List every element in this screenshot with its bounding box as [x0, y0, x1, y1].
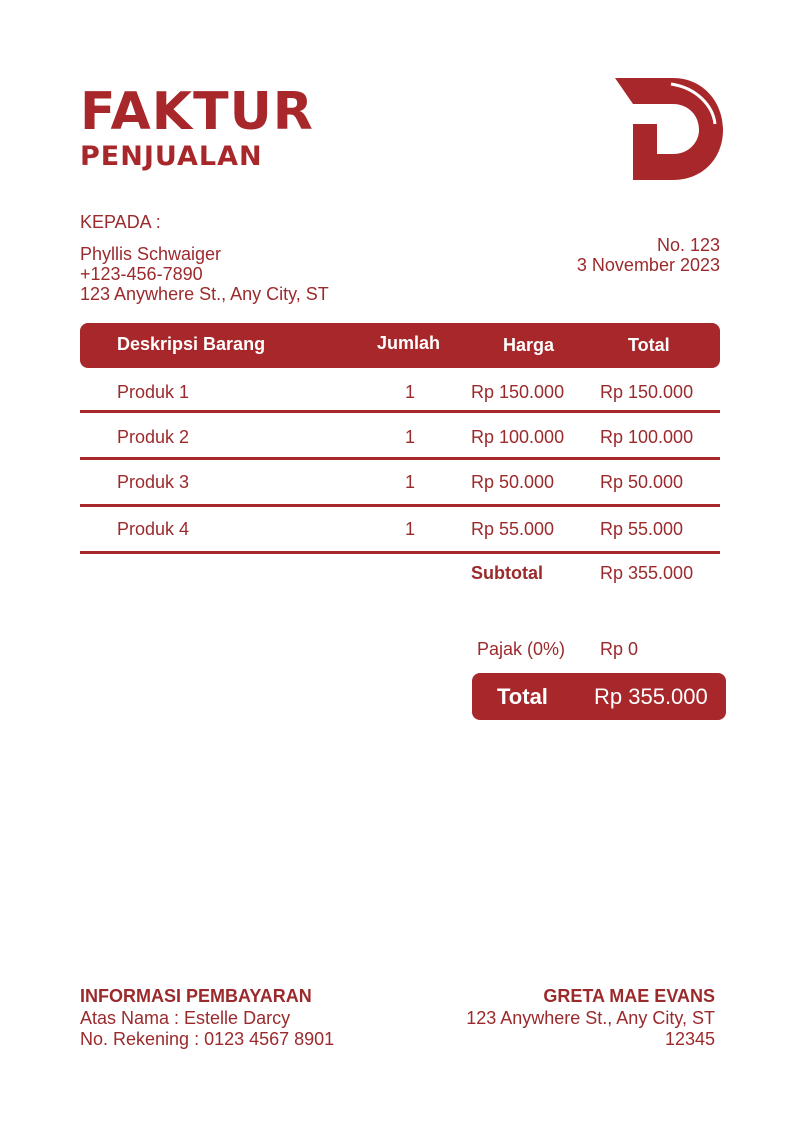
subtotal-value: Rp 355.000 — [600, 563, 694, 583]
row-quantity: 1 — [405, 382, 416, 402]
payment-heading: INFORMASI PEMBAYARAN — [80, 986, 312, 1006]
total-value: Rp 355.000 — [594, 684, 708, 709]
table-row — [80, 459, 720, 504]
table-row — [80, 369, 720, 414]
payment-account-name: Atas Nama : Estelle Darcy — [80, 1008, 291, 1028]
invoice-subtitle: PENJUALAN — [80, 141, 263, 172]
row-divider — [80, 551, 720, 554]
seller-address-line1: 123 Anywhere St., Any City, ST — [466, 1008, 715, 1028]
subtotal-label: Subtotal — [471, 563, 543, 583]
header-price: Harga — [503, 335, 555, 355]
row-total: Rp 50.000 — [600, 472, 684, 492]
row-quantity: 1 — [405, 427, 416, 447]
seller-address-line2: 12345 — [664, 1029, 715, 1049]
table-row — [80, 414, 720, 459]
payment-account-number: No. Rekening : 0123 4567 8901 — [80, 1029, 335, 1049]
row-divider — [80, 410, 720, 413]
row-quantity: 1 — [405, 519, 416, 539]
row-total: Rp 55.000 — [600, 519, 684, 539]
row-price: Rp 100.000 — [471, 427, 565, 447]
letter-d-logo-icon — [615, 78, 723, 180]
total-label: Total — [497, 684, 548, 709]
tax-value: Rp 0 — [600, 639, 639, 659]
invoice-reference — [577, 235, 720, 275]
table-header — [80, 323, 720, 368]
invoice-date: 3 November 2023 — [576, 255, 720, 275]
row-description: Produk 3 — [117, 472, 190, 492]
row-price: Rp 150.000 — [471, 382, 565, 402]
row-quantity: 1 — [405, 472, 416, 492]
row-description: Produk 1 — [117, 382, 190, 402]
row-description: Produk 4 — [117, 519, 190, 539]
row-total: Rp 150.000 — [600, 382, 694, 402]
row-price: Rp 50.000 — [471, 472, 555, 492]
invoice-title: FAKTUR — [80, 82, 314, 142]
row-total: Rp 100.000 — [600, 427, 694, 447]
recipient-label: KEPADA : — [80, 212, 161, 232]
row-price: Rp 55.000 — [471, 519, 555, 539]
recipient-block — [80, 212, 329, 304]
row-description: Produk 2 — [117, 427, 190, 447]
recipient-phone: +123-456-7890 — [80, 264, 203, 284]
seller-name: GRETA MAE EVANS — [543, 986, 715, 1006]
payment-info — [80, 986, 334, 1050]
header-quantity: Jumlah — [377, 333, 441, 353]
recipient-name: Phyllis Schwaiger — [80, 244, 222, 264]
recipient-address: 123 Anywhere St., Any City, ST — [80, 284, 329, 304]
seller-info — [466, 986, 715, 1050]
header-description: Deskripsi Barang — [117, 334, 266, 354]
grand-total-box — [472, 673, 726, 720]
invoice-number: No. 123 — [656, 235, 720, 255]
tax-label: Pajak (0%) — [477, 639, 566, 659]
header-total: Total — [628, 335, 670, 355]
table-row — [80, 506, 720, 551]
